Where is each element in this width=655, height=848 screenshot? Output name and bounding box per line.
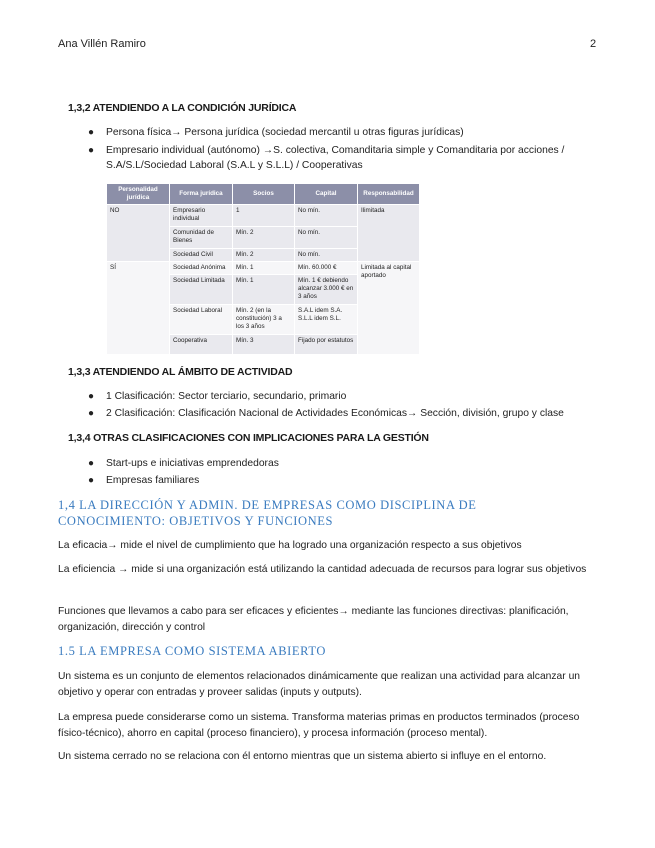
heading-1-3-3: 1,3,3 ATENDIENDO AL ÁMBITO DE ACTIVIDAD: [68, 366, 293, 378]
page-number: 2: [590, 38, 597, 50]
paragraph-sistema: Un sistema es un conjunto de elementos relacionados dinámicamente que realizan una actividad para alcanzar un objetivo y operar con entradas y proveer salidas (inputs y outputs).: [58, 671, 581, 698]
table-cell: Mín. 2: [233, 249, 295, 262]
header-author: Ana Villén Ramiro: [58, 38, 146, 50]
heading-1-4: 1,4 LA DIRECCIÓN Y ADMIN. DE EMPRESAS COMO DISCIPLINA DE CONOCIMIENTO: OBJETIVOS Y FUNCIONES: [58, 498, 477, 528]
table-cell: Comunidad de Bienes: [170, 227, 233, 249]
table-cell: No mín.: [295, 227, 358, 249]
bullet-icon: ●: [88, 475, 95, 486]
table-cell: Mín. 2 (en la constitución) 3 a los 3 años: [233, 305, 295, 335]
paragraph-empresa-sistema: La empresa puede considerarse como un sistema. Transforma materias primas en productos terminados (proceso físico-técnico), ahorro en capital (proceso financiero), y procesa información (proceso mental).: [58, 712, 580, 739]
table-cell: Mín. 60.000 €: [295, 262, 358, 275]
column-header: Socios: [233, 184, 295, 205]
column-header: Responsabilidad: [358, 184, 420, 205]
heading-1-3-2: 1,3,2 ATENDIENDO A LA CONDICIÓN JURÍDICA: [68, 102, 297, 114]
table-cell: Fijado por estatutos: [295, 335, 358, 355]
table-header-row: [107, 184, 420, 205]
legal-forms-table: [106, 183, 420, 355]
table-row: [107, 262, 420, 275]
bullet-icon: ●: [88, 458, 95, 469]
paragraph-sistema-cerrado: Un sistema cerrado no se relaciona con él entorno mientras que un sistema abierto si influye en el entorno.: [58, 751, 547, 762]
bullet-icon: ●: [88, 145, 95, 156]
table-cell: Cooperativa: [170, 335, 233, 355]
table-cell: 1: [233, 205, 295, 227]
column-header: Personalidad jurídica: [107, 184, 170, 205]
table-cell: Mín. 1: [233, 262, 295, 275]
table-cell: Mín. 3: [233, 335, 295, 355]
table-cell: Sociedad Laboral: [170, 305, 233, 335]
table-cell: Mín. 2: [233, 227, 295, 249]
bullet-icon: ●: [88, 408, 95, 419]
bullet-icon: ●: [88, 127, 95, 138]
table-cell: S.A.L idem S.A. S.L.L idem S.L.: [295, 305, 358, 335]
table-cell: Sociedad Anónima: [170, 262, 233, 275]
column-header: Forma jurídica: [170, 184, 233, 205]
table-cell: No mín.: [295, 205, 358, 227]
table-cell: Mín. 1 € debiendo alcanzar 3.000 € en 3 años: [295, 275, 358, 305]
table-cell: Sociedad Limitada: [170, 275, 233, 305]
bullet-icon: ●: [88, 391, 95, 402]
list-item: ● Empresario individual (autónomo) →S. colectiva, Comanditaria simple y Comanditaria por acciones / S.A/S.L/Sociedad Laboral (S.A.L y S.L.L) / Cooperativas: [88, 145, 565, 171]
table-cell: Limitada al capital aportado: [358, 262, 420, 355]
table-cell: Mín. 1: [233, 275, 295, 305]
paragraph-funciones: Funciones que llevamos a cabo para ser eficaces y eficientes→ mediante las funciones directivas: planificación, organización, dirección y control: [58, 606, 569, 633]
table-cell: SÍ: [107, 262, 170, 355]
table-cell: No mín.: [295, 249, 358, 262]
column-header: Capital: [295, 184, 358, 205]
paragraph-eficacia: La eficacia→ mide el nivel de cumplimiento que ha logrado una organización respecto a sus objetivos: [58, 540, 522, 551]
table-row: [107, 205, 420, 227]
heading-1-3-4: 1,3,4 OTRAS CLASIFICACIONES CON IMPLICACIONES PARA LA GESTIÓN: [68, 432, 429, 444]
paragraph-eficiencia: La eficiencia → mide si una organización está utilizando la cantidad adecuada de recursos para lograr sus objetivos: [58, 564, 587, 575]
table-cell: Sociedad Civil: [170, 249, 233, 262]
table-cell: NO: [107, 205, 170, 262]
table-cell: Empresario individual: [170, 205, 233, 227]
table-cell: Ilimitada: [358, 205, 420, 262]
heading-1-5: 1.5 LA EMPRESA COMO SISTEMA ABIERTO: [58, 644, 326, 658]
